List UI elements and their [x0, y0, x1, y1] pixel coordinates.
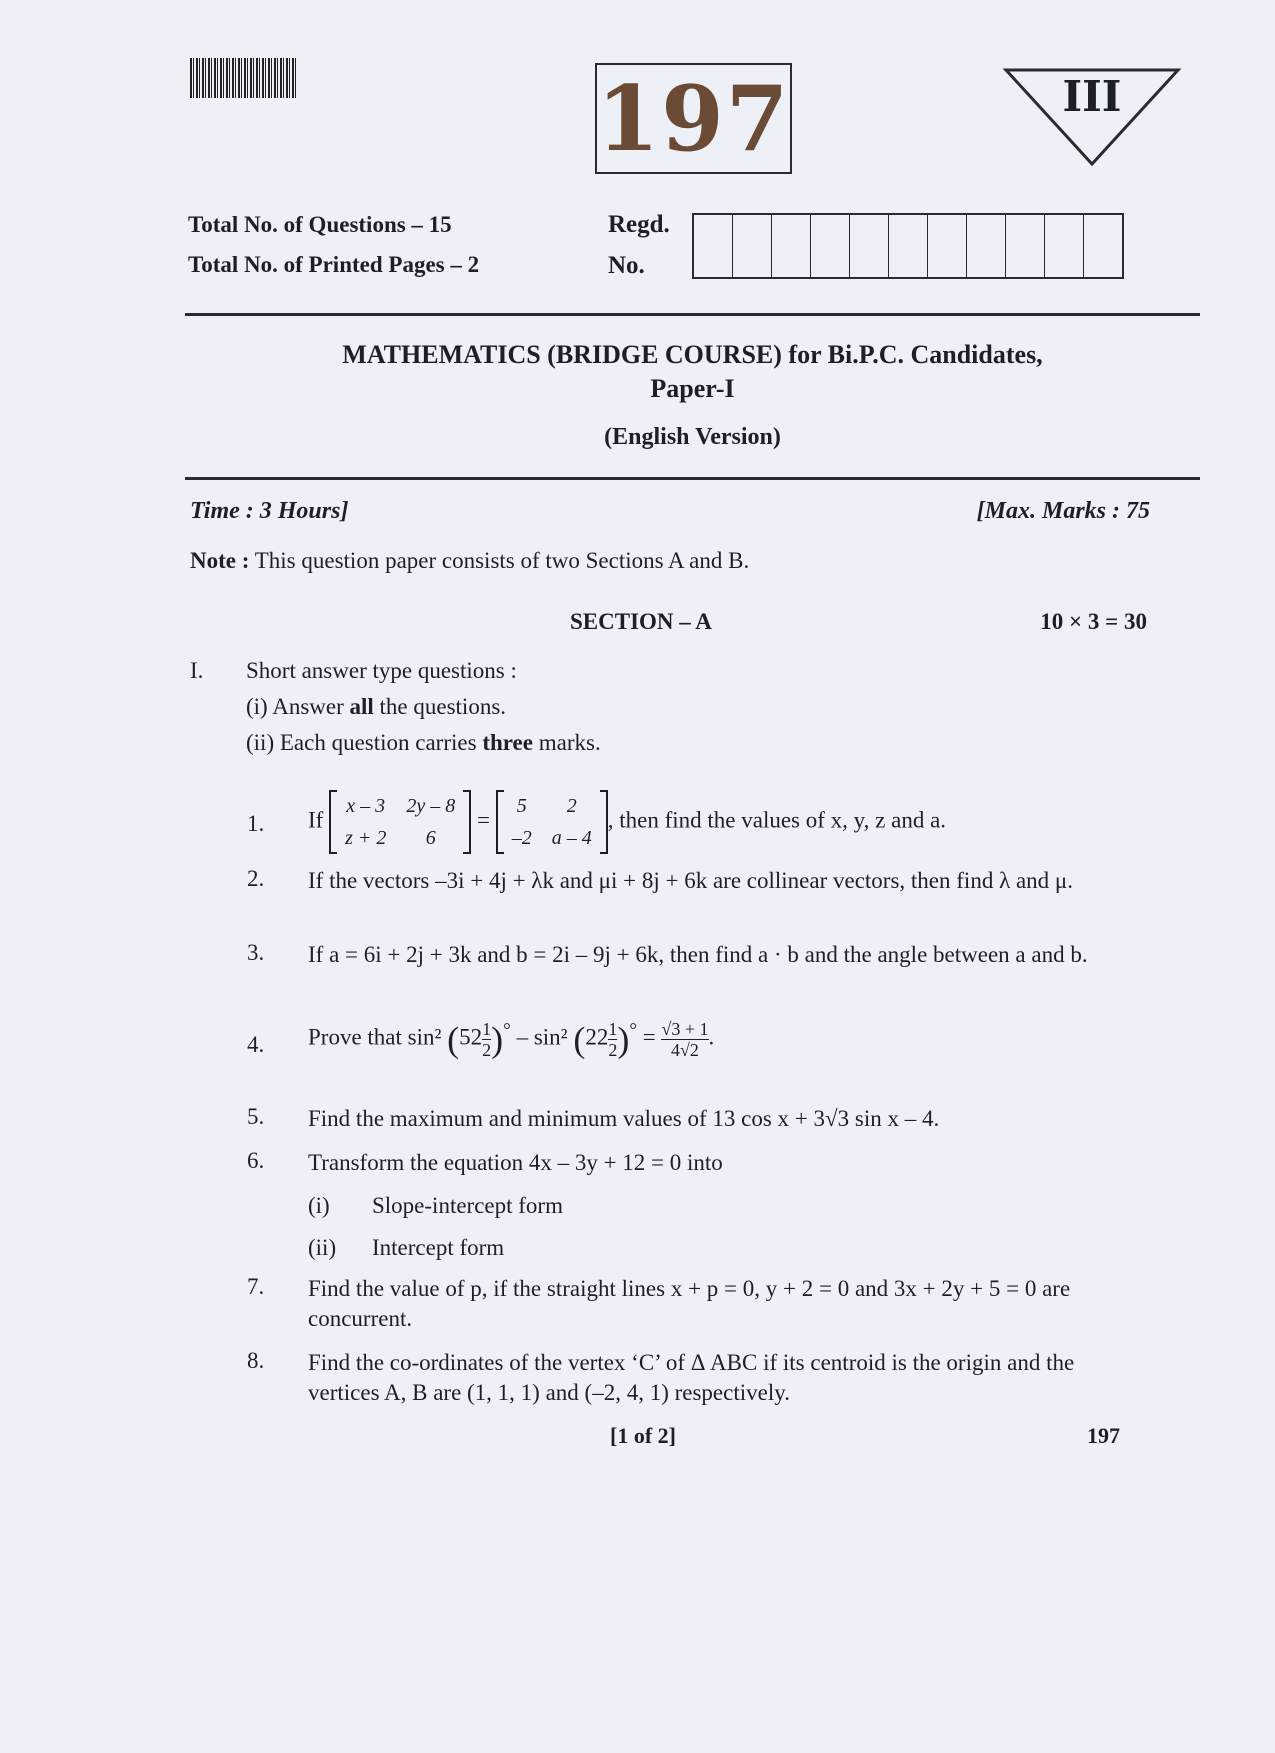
page-indicator: [1 of 2] — [610, 1423, 676, 1448]
paper-code: 197 — [596, 65, 791, 172]
matrix-right — [496, 790, 608, 854]
question-1 — [308, 790, 1128, 854]
footer-code: 197 — [1087, 1423, 1120, 1448]
degree-sign: ° — [629, 1020, 637, 1041]
question-number: 1. — [247, 811, 265, 836]
total-questions: Total No. of Questions – 15 — [188, 212, 452, 237]
q6-sub-ii: Intercept form — [372, 1235, 505, 1260]
instruction-ii-emphasis: three — [482, 730, 533, 755]
fraction-den: 2 — [482, 1039, 492, 1060]
total-pages: Total No. of Printed Pages – 2 — [188, 252, 480, 277]
question-number: 8. — [247, 1348, 265, 1373]
paper-code-box — [595, 63, 792, 174]
fraction-den: 2 — [608, 1039, 618, 1060]
degree-sign: ° — [503, 1020, 511, 1041]
regd-digit-box[interactable] — [733, 215, 772, 277]
section-title: SECTION – A — [570, 609, 712, 634]
q4-whole-b: 22 — [585, 1024, 609, 1050]
question-number: 3. — [247, 940, 265, 965]
paren-open: ( — [447, 1019, 460, 1060]
regd-digit-box[interactable] — [1045, 215, 1084, 277]
fraction-num: 1 — [482, 1018, 492, 1039]
regd-digit-box[interactable] — [967, 215, 1006, 277]
matrix-cell: 2y – 8 — [406, 795, 456, 817]
paren-close: ) — [491, 1019, 504, 1060]
paren-close: ) — [617, 1019, 630, 1060]
note-text: This question paper consists of two Sections A and B. — [254, 548, 750, 573]
regd-number-boxes[interactable] — [692, 213, 1124, 279]
note-label: Note : — [190, 548, 250, 573]
regd-digit-box[interactable] — [772, 215, 811, 277]
q4-whole-a: 52 — [459, 1024, 483, 1050]
matrix-cell: 2 — [566, 795, 577, 817]
instruction-i-text: Answer — [272, 694, 350, 719]
fraction — [608, 1019, 617, 1060]
q4-equals: = — [642, 1024, 662, 1050]
q1-suffix: , then find the values of x, y, z and a. — [607, 807, 947, 833]
rhs-fraction — [661, 1019, 708, 1060]
q4-minus: – sin² — [516, 1024, 568, 1050]
matrix-cell: x – 3 — [346, 795, 386, 817]
regd-digit-box[interactable] — [928, 215, 967, 277]
regd-digit-box[interactable] — [850, 215, 889, 277]
matrix-cell: 5 — [516, 795, 527, 817]
q6-sub-i-num: (i) — [308, 1193, 330, 1218]
instruction-i-emphasis: all — [349, 694, 374, 719]
q1-equals: = — [477, 807, 490, 833]
instruction-i-num: (i) — [246, 694, 268, 719]
divider — [185, 477, 1200, 480]
regd-digit-box[interactable] — [694, 215, 733, 277]
instruction-i-text-end: the questions. — [373, 694, 507, 719]
section-roman: I. — [190, 658, 204, 683]
rhs-numerator: √3 + 1 — [661, 1018, 709, 1039]
matrix-left — [329, 790, 471, 854]
question-3: If a = 6i + 2j + 3k and b = 2i – 9j + 6k, then find a · b and the angle between a and b. — [308, 942, 1088, 967]
paren-open: ( — [573, 1019, 586, 1060]
q4-prefix: Prove that sin² — [308, 1024, 442, 1050]
version-label: (English Version) — [604, 424, 781, 450]
note — [190, 546, 749, 576]
matrix-cell: z + 2 — [345, 827, 387, 849]
instructions-heading: Short answer type questions : — [246, 658, 517, 683]
fraction-num: 1 — [608, 1018, 618, 1039]
q4-end: . — [708, 1024, 715, 1050]
question-6: Transform the equation 4x – 3y + 12 = 0 into — [308, 1150, 723, 1175]
question-number: 4. — [247, 1032, 265, 1057]
regd-digit-box[interactable] — [811, 215, 850, 277]
paper-subtitle: Paper-I — [650, 374, 735, 403]
instruction-i — [246, 692, 506, 722]
no-label: No. — [608, 252, 645, 279]
time-label: Time : 3 Hours] — [190, 498, 349, 524]
instruction-ii — [246, 728, 601, 758]
question-number: 6. — [247, 1148, 265, 1173]
regd-digit-box[interactable] — [1006, 215, 1045, 277]
section-marks: 10 × 3 = 30 — [1040, 609, 1147, 634]
instruction-ii-text: Each question carries — [279, 730, 483, 755]
question-5: Find the maximum and minimum values of 13 cos x + 3√3 sin x – 4. — [308, 1106, 940, 1131]
barcode — [190, 58, 296, 98]
matrix-cell: –2 — [511, 827, 532, 849]
instruction-ii-text-end: marks. — [532, 730, 601, 755]
regd-digit-box[interactable] — [889, 215, 928, 277]
instruction-ii-num: (ii) — [246, 730, 275, 755]
q1-prefix: If — [308, 807, 324, 833]
q6-sub-ii-num: (ii) — [308, 1235, 337, 1260]
question-8: Find the co-ordinates of the vertex ‘C’ of Δ ABC if its centroid is the origin and the vertices A, B are (1, 1, 1) and (–2, 4, 1) respectively. — [308, 1350, 1075, 1405]
question-number: 7. — [247, 1274, 265, 1299]
question-number: 5. — [247, 1104, 265, 1129]
question-2: If the vectors –3i + 4j + λk and μi + 8j + 6k are collinear vectors, then find λ and μ. — [308, 868, 1074, 893]
q6-sub-i: Slope-intercept form — [372, 1193, 563, 1218]
rhs-denominator: 4√2 — [671, 1039, 699, 1060]
matrix-cell: a – 4 — [551, 827, 592, 849]
question-4 — [308, 1016, 1128, 1060]
regd-label: Regd. — [608, 211, 670, 238]
divider — [185, 313, 1200, 316]
matrix-cell: 6 — [425, 827, 436, 849]
fraction — [482, 1019, 491, 1060]
set-label: III — [1062, 72, 1122, 121]
paper-title: MATHEMATICS (BRIDGE COURSE) for Bi.P.C. Candidates, — [342, 340, 1043, 369]
max-marks-label: [Max. Marks : 75 — [976, 498, 1150, 524]
question-7: Find the value of p, if the straight lines x + p = 0, y + 2 = 0 and 3x + 2y + 5 = 0 are concurrent. — [308, 1276, 1071, 1331]
regd-digit-box[interactable] — [1084, 215, 1122, 277]
question-number: 2. — [247, 866, 265, 891]
